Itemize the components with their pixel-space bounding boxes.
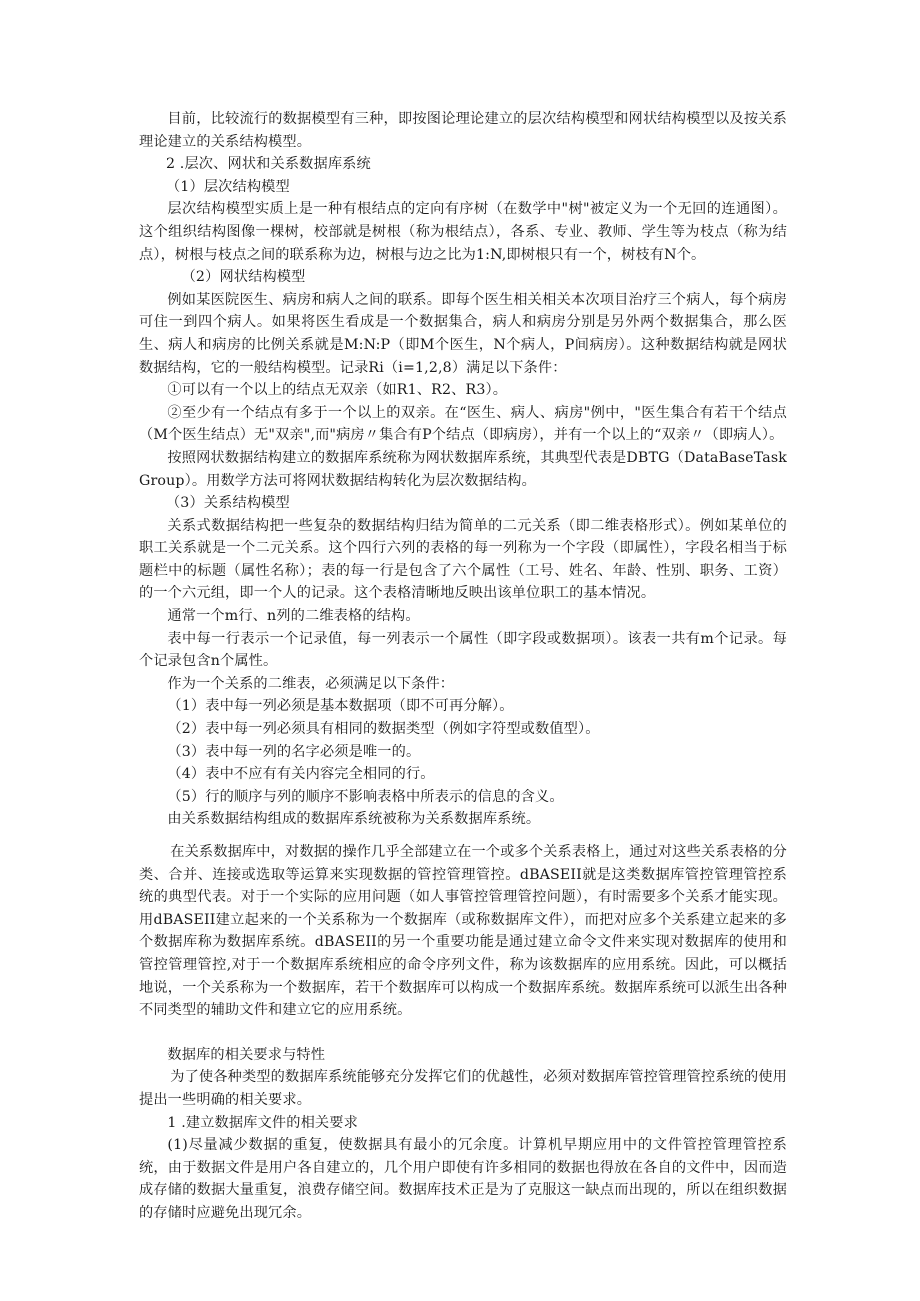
paragraph-dbase: 在关系数据库中，对数据的操作几乎全部建立在一个或多个关系表格上，通过对这些关系表格的分类、合并、连接或选取等运算来实现数据的管控管理管控。dBASEII就是这类数据库管控管理管控系统的典型代表。对于一个实际的应用问题（如人事管控管理管控问题），有时需要多个关系才能实现。用dBASEII建立起来的一个关系称为一个数据库（或称数据库文件），而把对应多个关系建立起来的多个数据库称为数据库系统。dBASEII的另一个重要功能是通过建立命令文件来实现对数据库的使用和管控管理管控,对于一个数据库系统相应的命令序列文件，称为该数据库的应用系统。因此，可以概括地说，一个关系称为一个数据库，若干个数据库可以构成一个数据库系统。数据库系统可以派生出各种不同类型的辅助文件和建立它的应用系统。 [139,844,787,1019]
paragraph-network: 例如某医院医生、病房和病人之间的联系。即每个医生相关相关本次项目治疗三个病人，每个病房可住一到四个病人。如果将医生看成是一个数据集合，病人和病房分别是另外两个数据集合，那么医生、病人和病房的比例关系就是M:N:P（即M个医生，N个病人，P间病房）。这种数据结构就是网状数据结构，它的一般结构模型。记录Ri（i=1,2,8）满足以下条件： [139,291,787,376]
rule-4: （4）表中不应有有关内容完全相同的行。 [167,766,435,783]
document-page [139,108,787,1225]
subheading-file-requirements: 1 .建立数据库文件的相关要求 [167,1114,358,1131]
subheading-relational: （3）关系结构模型 [165,495,290,512]
spacer [139,1022,787,1044]
section-heading-requirements: 数据库的相关要求与特性 [167,1046,326,1063]
paragraph-record: 表中每一行表示一个记录值，每一列表示一个属性（即字段或数据项）。该表一共有m个记录。每个记录包含n个属性。 [139,630,787,670]
condition-1: ①可以有一个以上的结点无双亲（如R1、R2、R3）。 [167,382,508,399]
paragraph-requirements: 为了使各种类型的数据库系统能够充分发挥它们的优越性，必须对数据库管控管理管控系统的使用提出一些明确的相关要求。 [139,1069,787,1108]
paragraph-redundancy: (1)尽量减少数据的重复，使数据具有最小的冗余度。计算机早期应用中的文件管控管理管控系统，由于数据文件是用户各自建立的，几个用户即使有许多相同的数据也得放在各自的文件中，因而造成存储的数据大量重复，浪费存储空间。数据库技术正是为了克服这一缺点而出现的，所以在组织数据的存储时应避免出现冗余。 [139,1137,787,1221]
condition-2: ②至少有一个结点有多于一个以上的双亲。在“医生、病人、病房"例中，"医生集合有若干个结点（M个医生结点）无"双亲",而"病房〃集合有P个结点（即病房），并有一个以上的“双亲〃（即病人）。 [139,404,787,444]
subheading-network: （2）网状结构模型 [181,269,306,286]
paragraph-conditions-intro: 作为一个关系的二维表，必须满足以下条件： [167,675,455,692]
paragraph-dbtg: 按照网状数据结构建立的数据库系统称为网状数据库系统，其典型代表是DBTG（DataBaseTaskGroup）。用数学方法可将网状数据结构转化为层次数据结构。 [139,449,787,489]
paragraph-hierarchical: 层次结构模型实质上是一种有根结点的定向有序树（在数学中"树"被定义为一个无回的连通图）。这个组织结构图像一棵树，校部就是树根（称为根结点），各系、专业、教师、学生等为枝点（称为结点），树根与枝点之间的联系称为边，树根与边之比为1:N,即树根只有一个，树枝有N个。 [139,201,787,263]
spacer [139,831,787,841]
paragraph-table-structure: 通常一个m行、n列的二维表格的结构。 [167,608,420,625]
paragraph-intro: 目前，比较流行的数据模型有三种，即按图论理论建立的层次结构模型和网状结构模型以及按关系理论建立的关系结构模型。 [139,111,787,150]
paragraph-relational-db: 由关系数据结构组成的数据库系统被称为关系数据库系统。 [167,811,541,828]
paragraph-relational: 关系式数据结构把一些复杂的数据结构归结为简单的二元关系（即二维表格形式）。例如某单位的职工关系就是一个二元关系。这个四行六列的表格的每一列称为一个字段（即属性），字段名相当于标题栏中的标题（属性名称）；表的每一行是包含了六个属性（工号、姓名、年龄、性别、职务、工资）的一个六元组，即一个人的记录。这个表格清晰地反映出该单位职工的基本情况。 [139,517,787,602]
rule-5: （5）行的顺序与列的顺序不影响表格中所表示的信息的含义。 [167,788,564,805]
rule-2: （2）表中每一列必须具有相同的数据类型（例如字符型或数值型）。 [167,721,600,738]
rule-1: （1）表中每一列必须是基本数据项（即不可再分解）。 [167,698,514,715]
subheading-hierarchical: （1）层次结构模型 [165,178,290,195]
section-heading-2: 2 .层次、网状和关系数据库系统 [165,156,371,173]
rule-3: （3）表中每一列的名字必须是唯一的。 [167,743,421,760]
